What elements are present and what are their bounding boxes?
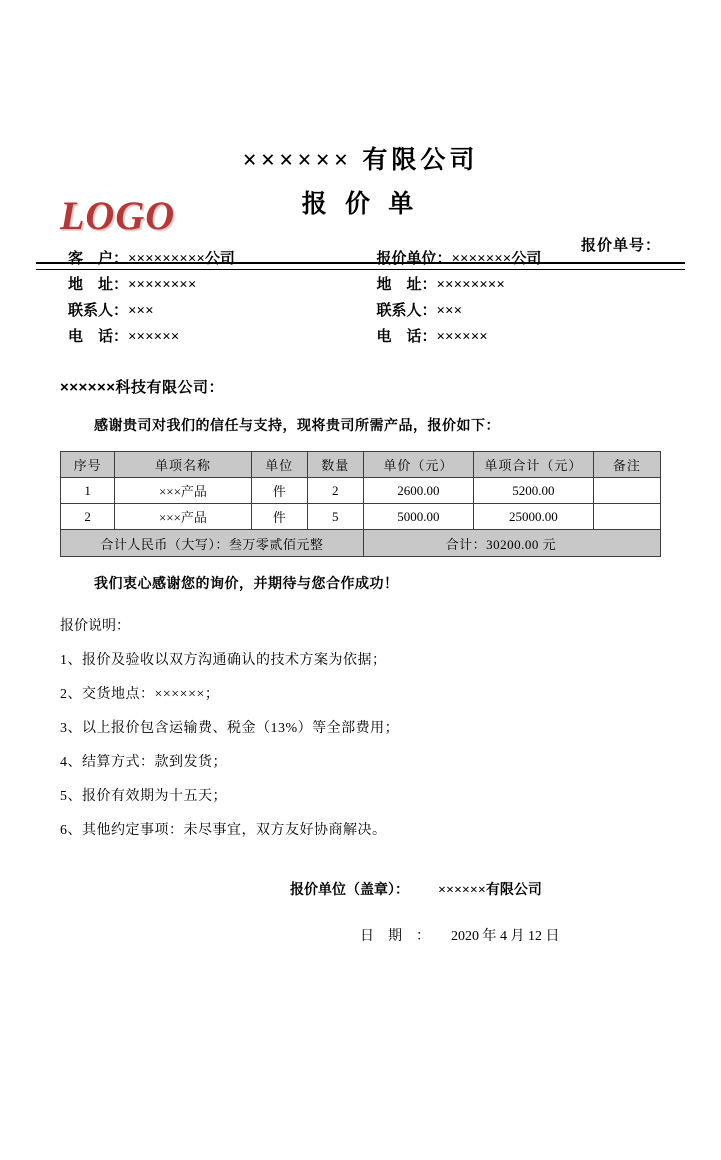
supplier-contact: 联系人：××× bbox=[376, 303, 463, 319]
quotation-table bbox=[60, 451, 661, 557]
note-item: 4、结算方式：款到发货； bbox=[60, 755, 227, 770]
note-item: 1、报价及验收以双方沟通确认的技术方案为依据； bbox=[60, 653, 387, 668]
signature-block bbox=[60, 879, 661, 899]
supplier-address: 地 址：×××××××× bbox=[376, 277, 505, 293]
thanks-paragraph: 我们衷心感谢您的询价，并期待与您合作成功！ bbox=[94, 575, 399, 591]
signature-date bbox=[60, 925, 661, 945]
cell-price: 2600.00 bbox=[363, 478, 473, 504]
sum-total: 合计：30200.00 元 bbox=[363, 530, 660, 557]
th-unit: 单位 bbox=[251, 452, 307, 478]
quote-number-label: 报价单号： bbox=[580, 237, 661, 254]
cell-remark bbox=[593, 504, 660, 530]
quotation-document bbox=[0, 140, 721, 1160]
sum-in-words: 合计人民币（大写）：叁万零贰佰元整 bbox=[61, 530, 364, 557]
cell-name: ×××产品 bbox=[115, 504, 251, 530]
header-divider bbox=[36, 262, 685, 270]
company-title: ×××××× 有限公司 bbox=[242, 147, 479, 174]
th-remark: 备注 bbox=[593, 452, 660, 478]
th-qty: 数量 bbox=[307, 452, 363, 478]
note-item: 2、交货地点：××××××； bbox=[60, 687, 220, 702]
company-logo: LOGO bbox=[60, 193, 176, 238]
cell-name: ×××产品 bbox=[115, 478, 251, 504]
th-amount: 单项合计（元） bbox=[473, 452, 593, 478]
th-price: 单价（元） bbox=[363, 452, 473, 478]
salutation: ××××××科技有限公司： bbox=[60, 379, 225, 396]
customer-address: 地 址：×××××××× bbox=[68, 277, 197, 293]
cell-amount: 5200.00 bbox=[473, 478, 593, 504]
table-header-row bbox=[61, 452, 661, 478]
note-item: 6、其他约定事项：未尽事宜，双方友好协商解决。 bbox=[60, 823, 387, 838]
date-label: 日 期 ： bbox=[360, 929, 430, 944]
intro-paragraph: 感谢贵司对我们的信任与支持，现将贵司所需产品，报价如下： bbox=[94, 417, 500, 433]
notes-title: 报价说明： bbox=[60, 619, 130, 634]
th-name: 单项名称 bbox=[115, 452, 251, 478]
supplier-name: 报价单位：×××××××公司 bbox=[376, 251, 542, 267]
note-item: 5、报价有效期为十五天； bbox=[60, 789, 227, 804]
signature-company: ××××××有限公司 bbox=[438, 883, 542, 898]
customer-contact: 联系人：××× bbox=[68, 303, 154, 319]
note-item: 3、以上报价包含运输费、税金（13%）等全部费用； bbox=[60, 721, 400, 736]
customer-phone: 电 话：×××××× bbox=[68, 329, 180, 345]
document-title: 报 价 单 bbox=[301, 191, 420, 218]
cell-unit: 件 bbox=[251, 504, 307, 530]
cell-qty: 5 bbox=[307, 504, 363, 530]
cell-no: 1 bbox=[61, 478, 115, 504]
signature-label: 报价单位（盖章）： bbox=[290, 883, 409, 898]
cell-price: 5000.00 bbox=[363, 504, 473, 530]
table-row bbox=[61, 478, 661, 504]
table-footer-row bbox=[61, 530, 661, 557]
cell-amount: 25000.00 bbox=[473, 504, 593, 530]
th-no: 序号 bbox=[61, 452, 115, 478]
cell-unit: 件 bbox=[251, 478, 307, 504]
date-value: 2020 年 4 月 12 日 bbox=[451, 929, 560, 944]
table-row bbox=[61, 504, 661, 530]
cell-remark bbox=[593, 478, 660, 504]
supplier-phone: 电 话：×××××× bbox=[376, 329, 488, 345]
customer-name: 客 户：×××××××××公司 bbox=[68, 251, 235, 267]
cell-qty: 2 bbox=[307, 478, 363, 504]
cell-no: 2 bbox=[61, 504, 115, 530]
